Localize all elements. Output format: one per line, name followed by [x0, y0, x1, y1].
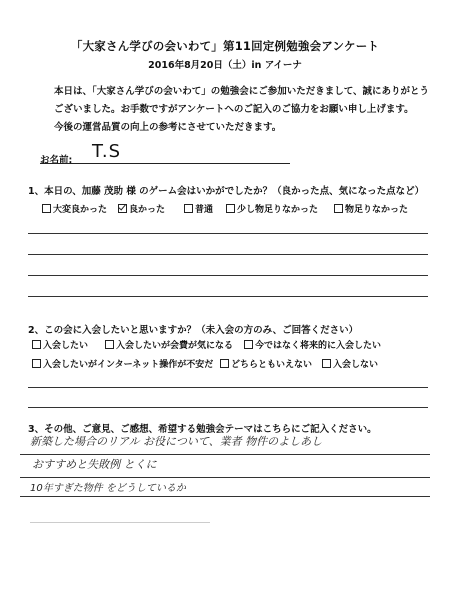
answer-line	[28, 275, 428, 276]
survey-date: 2016年8月20日（土）in アイーナ	[148, 60, 302, 71]
question-2: 2、この会に入会したいと思いますか？（未入会の方のみ、ご回答ください）	[28, 325, 359, 336]
survey-title: 「大家さん学びの会いわて」第11回定例勉強会アンケート	[70, 39, 380, 53]
question-3: 3、その他、ご意見、ご感想、希望する勉強会テーマはこちらにご記入ください。	[28, 424, 377, 435]
handwritten-answer-line-3[interactable]: 10年すぎた物件 をどうしているか	[30, 483, 186, 494]
intro-line-1: 本日は、「大家さん学びの会いわて」の勉強会にご参加いただきまして、誠にありがとう	[54, 86, 430, 97]
checkbox[interactable]	[244, 340, 253, 349]
handwritten-answer-line-2[interactable]: おすすめと失敗例 とくに	[32, 458, 157, 471]
q1-option-good[interactable]: 良かった	[118, 202, 165, 215]
answer-line	[20, 454, 430, 455]
q1-option-very-good[interactable]: 大変良かった	[42, 202, 107, 215]
faint-mark	[30, 522, 210, 523]
q1-option-slightly-lacking[interactable]: 少し物足りなかった	[226, 202, 318, 215]
checkbox[interactable]	[334, 204, 343, 213]
q2-option-undecided[interactable]: どちらともいえない	[220, 357, 312, 370]
handwritten-answer-line-1[interactable]: 新築した場合のリアル お役について、業者 物件のよしあし	[30, 435, 323, 448]
answer-line	[28, 233, 428, 234]
answer-line	[28, 254, 428, 255]
checkbox[interactable]	[32, 359, 41, 368]
intro-line-2: ございました。お手数ですがアンケートへのご記入のご協力をお願い申し上げます。	[54, 104, 414, 115]
q1-option-lacking[interactable]: 物足りなかった	[334, 202, 408, 215]
answer-line	[28, 296, 428, 297]
checkbox[interactable]	[42, 204, 51, 213]
checkbox[interactable]	[220, 359, 229, 368]
checkbox[interactable]	[184, 204, 193, 213]
intro-line-3: 今後の運営品質の向上の参考にさせていただきます。	[54, 122, 282, 133]
q1-option-normal[interactable]: 普通	[184, 202, 213, 215]
question-1: 1、本日の、加藤 茂助 様 のゲーム会はいかがでしたか？（良かった点、気になった点など）	[28, 186, 425, 197]
answer-line	[20, 496, 430, 497]
name-underline	[40, 163, 290, 164]
q2-option-internet-concern[interactable]: 入会したいがインターネット操作が不安だ	[32, 357, 213, 370]
q2-option-join[interactable]: 入会したい	[32, 338, 88, 351]
checkbox-checked[interactable]	[118, 204, 127, 213]
answer-line	[28, 387, 428, 388]
name-label: お名前:	[40, 155, 73, 166]
checkbox[interactable]	[105, 340, 114, 349]
answer-line	[20, 477, 430, 478]
q2-option-not-join[interactable]: 入会しない	[322, 357, 378, 370]
q2-option-join-future[interactable]: 今ではなく将来的に入会したい	[244, 338, 381, 351]
checkbox[interactable]	[32, 340, 41, 349]
checkbox[interactable]	[226, 204, 235, 213]
q2-option-join-fee-concern[interactable]: 入会したいが会費が気になる	[105, 338, 233, 351]
name-value[interactable]: T.S	[92, 141, 122, 162]
answer-line	[28, 407, 428, 408]
checkbox[interactable]	[322, 359, 331, 368]
